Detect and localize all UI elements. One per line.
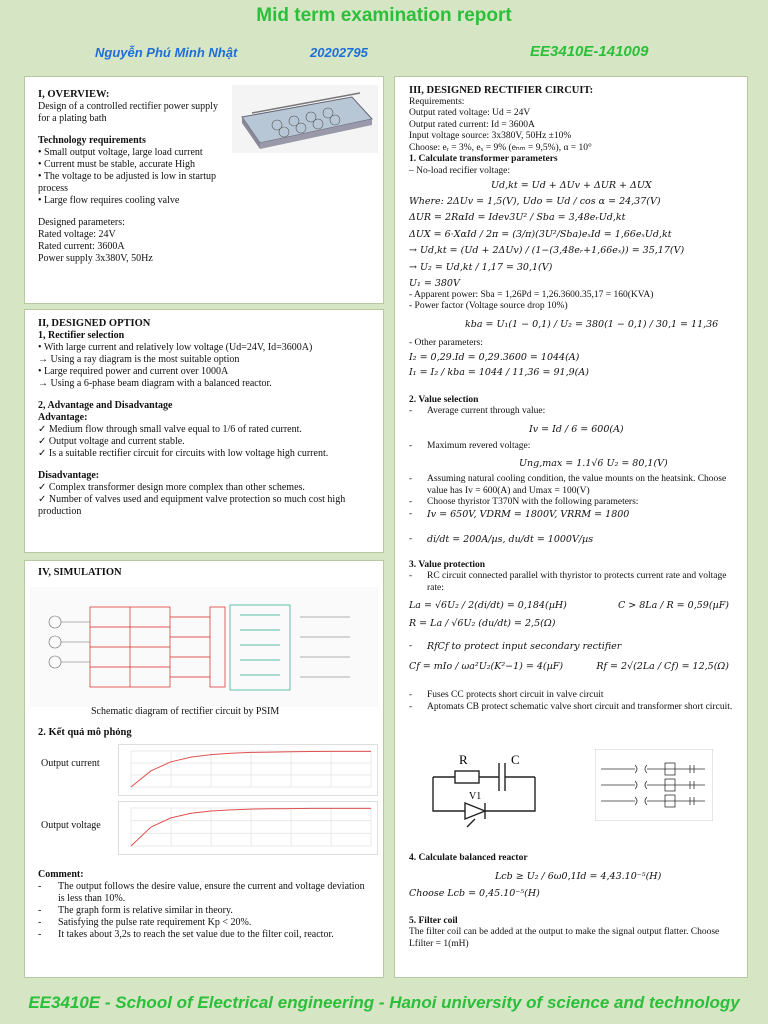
- tech-item: • Current must be stable, accurate High: [38, 159, 196, 170]
- overview-intro: Design of a controlled rectifier power supply for a plating bath: [38, 101, 218, 124]
- s3-heading: 3. Value protection: [409, 559, 486, 570]
- output-voltage-chart: [118, 801, 378, 855]
- comment-item: It takes about 3,2s to reach the set value due to the filter coil, reactor.: [58, 929, 334, 940]
- equation: - Apparent power: Sba = 1,26Pd = 1,26.3600.35,17 = 160(KVA): [409, 289, 654, 300]
- secondary-protection-diagram: [595, 749, 713, 821]
- s3-line: Aptomats CB protect schematic valve short circuit and transformer short circuit.: [427, 701, 733, 712]
- req-item: Output rated voltage: Ud = 24V: [409, 108, 531, 118]
- footer-text: EE3410E - School of Electrical engineering - Hanoi university of science and technology: [28, 993, 740, 1012]
- equation: Choose Lcb = 0,45.10⁻⁵(H): [409, 888, 540, 899]
- simulation-heading: IV, SIMULATION: [38, 567, 122, 578]
- s2-heading: 2. Value selection: [409, 394, 479, 405]
- rect-line: → Using a 6-phase beam diagram with a balanced reactor.: [38, 378, 272, 389]
- s3-line: RfCf to protect input secondary rectifier: [427, 641, 622, 652]
- s3-line: RC circuit connected parallel with thyristor to protects current rate and voltage rate:: [427, 571, 727, 593]
- comment-item: The output follows the desire value, ensure the current and voltage deviation is less than 10%.: [58, 881, 365, 904]
- designed-option-panel: [24, 309, 384, 553]
- equation: → Ud,kt = (Ud + 2ΔUv) / (1−(3,48eᵣ+1,66eₓ)) = 35,17(V): [409, 245, 685, 256]
- disadvantage-item: ✓ Complex transformer design more complex than other schemes.: [38, 482, 305, 493]
- s5-heading: 5. Filter coil: [409, 915, 458, 926]
- s2-line: Maximum revered voltage:: [427, 441, 531, 451]
- output-current-label: Output current: [41, 758, 100, 769]
- disadvantage-item: ✓ Number of valves used and equipment valve protection so much cost high production: [38, 494, 346, 517]
- circuit-heading: III, DESIGNED RECTIFIER CIRCUIT:: [409, 85, 594, 96]
- tech-heading: Technology requirements: [38, 135, 146, 146]
- s2-line: di/dt = 200A/µs, du/dt = 1000V/µs: [427, 534, 594, 545]
- advantage-item: ✓ Medium flow through small valve equal to 1/6 of rated current.: [38, 424, 302, 435]
- rect-line: • Large required power and current over 1000A: [38, 366, 229, 377]
- equation: kba = U₁(1 − 0,1) / U₂ = 380(1 − 0,1) / 30,1 = 11,36: [465, 318, 719, 330]
- rectifier-circuit-panel: III, DESIGNED RECTIFIER CIRCUIT: Requirements: Output rated voltage: Ud = 24V Output rated current: Id = 3600A Input voltage source: 3x380V, 50Hz ±10% Choose: eᵣ = 3%, eₓ = 9% (eₙₘ = 9,5%), α = 10° 1. Calculate transformer parameters – No-load recifier voltage: Ud,kt = Ud + ΔUv + ΔUR + ΔUX Where: 2ΔUv = 1,5(V), Udo = Ud / cos α = 24,37(V) ΔUR = 2RαId = Idev3U² / Sba = 3,48eᵣUd,kt ΔUX = 6·XαId / 2π = (3/π)(3U²/Sba)eₓId = 1,66eₓUd,kt → Ud,kt = (Ud + 2ΔUv) / (1−(3,48eᵣ+1,66eₓ)) = 35,17(V) → U₂ = Ud,kt / 1,17 = 30,1(V) U₁ = 380V - Apparent power: Sba = 1,26Pd = 1,26.3600.35,17 = 160(KVA) - Power factor (Voltage source drop 10%) kba = U₁(1 − 0,1) / U₂ = 380(1 − 0,1) / 30,1 = 11,36 - Other parameters: I₂ = 0,29.Id = 0,29.3600 = 1044(A) I₁ = I₂ / kba = 1044 / 11,36 = 91,9(A) 2. Value selection - Average current through value: Iv = Id / 6 = 600(A) - Maximum revered voltage: Ung,max = 1.1√6 U₂ = 80,1(V) - Assuming natural cooling condition, the value mounts on the heatsink. Choose value has Iv = 600(A) and Umax = 100(V) - Choose thyristor T370N with the following parameters: - Iv = 650V, VDRM = 1800V, VRRM = 1800 - di/dt = 200A/µs, du/dt = 1000V/µs 3. Value protection - RC circuit connected parallel with thyristor to protects current rate and voltage rate: La = √6U₂ / 2(di/dt) = 0,184(µH) C > 8La / R = 0,59(µF) R = La / √6U₂ (du/dt) = 2,5(Ω) - RfCf to protect input secondary rectifier Cf = mIo / ωa²U₂(K²−1) = 4(µF) Rf = 2√(2La / Cf) = 12,5(Ω) - Fuses CC protects short circuit in valve circuit - Aptomats CB protect schematic valve short circuit and transformer short circuit. R C V1 4. Calculate balanced reactor Lcb ≥ U₂ / 6ω0,1Id = 4,43.10⁻⁵(H) Choose Lcb = 0,45.10⁻⁵(H) 5. Filter coil The filter coil can be added at the output to make the signal output flatter. Choose Lfilter = 1(mH): [394, 76, 748, 978]
- s2-line: Average current through value:: [427, 406, 546, 416]
- rc-snubber-diagram: [425, 749, 545, 833]
- overview-panel: [24, 76, 384, 304]
- equation: R = La / √6U₂ (du/dt) = 2,5(Ω): [409, 617, 556, 629]
- report-title: Mid term examination report: [256, 5, 512, 26]
- equation: Lcb ≥ U₂ / 6ω0,1Id = 4,43.10⁻⁵(H): [495, 870, 662, 882]
- rc-label-r: R: [459, 752, 468, 767]
- param-item: Power supply 3x380V, 50Hz: [38, 253, 153, 264]
- comment-item: The graph form is relative similar in theory.: [58, 905, 233, 916]
- rect-line: • With large current and relatively low voltage (Ud=24V, Id=3600A): [38, 342, 313, 353]
- s2-line: Iv = 650V, VDRM = 1800V, VRRM = 1800: [427, 508, 630, 520]
- disadv-label: Disadvantage:: [38, 470, 100, 481]
- equation: Cf = mIo / ωa²U₂(K²−1) = 4(µF): [409, 660, 564, 672]
- plating-bath-image: [232, 85, 378, 153]
- s5-text: The filter coil can be added at the output to make the signal output flatter. Choose Lfilter = 1(mH): [409, 927, 720, 949]
- simulation-panel: IV, SIMULATION Schematic diagram of rectifier circuit by PSIM 2. Kết quả mô phỏng Output current Output voltage Comment: - The output follows the desire value, ensure the current and voltage deviation is less than 10%. - The graph form is relative similar in theory. - Satisfying the pulse rate requirement Kp < 20%. - It takes about 3,2s to reach the set value due to the filter coil, reactor.: [24, 560, 384, 978]
- param-item: Rated voltage: 24V: [38, 229, 116, 240]
- equation: - Power factor (Voltage source drop 10%): [409, 301, 568, 311]
- equation: I₁ = I₂ / kba = 1044 / 11,36 = 91,9(A): [409, 367, 589, 378]
- adv-heading: 2, Advantage and Disadvantage: [38, 400, 173, 411]
- equation: I₂ = 0,29.Id = 0,29.3600 = 1044(A): [409, 351, 580, 363]
- overview-heading: I, OVERVIEW:: [38, 89, 110, 100]
- output-current-chart: [118, 744, 378, 796]
- comment-label: Comment:: [38, 869, 84, 880]
- equation: Ud,kt = Ud + ΔUv + ΔUR + ΔUX: [491, 180, 652, 191]
- s1-sub: – No-load recifier voltage:: [409, 165, 511, 176]
- rect-line: → Using a ray diagram is the most suitable option: [38, 354, 240, 365]
- equation: U₁ = 380V: [409, 278, 460, 289]
- equation: - Other parameters:: [409, 338, 483, 348]
- advantage-item: ✓ Output voltage and current stable.: [38, 436, 185, 447]
- rectifier-heading: 1, Rectifier selection: [38, 330, 125, 341]
- req-item: Input voltage source: 3x380V, 50Hz ±10%: [409, 131, 572, 141]
- req-label: Requirements:: [409, 96, 465, 107]
- equation: ΔUX = 6·XαId / 2π = (3/π)(3U²/Sba)eₓId = 1,66eₓUd,kt: [409, 228, 672, 240]
- rc-label-v: V1: [469, 791, 482, 802]
- req-item: Choose: eᵣ = 3%, eₓ = 9% (eₙₘ = 9,5%), α = 10°: [409, 142, 592, 153]
- option-heading: II, DESIGNED OPTION: [38, 318, 151, 329]
- params-heading: Designed parameters:: [38, 217, 125, 228]
- equation: Rf = 2√(2La / Cf) = 12,5(Ω): [596, 660, 729, 672]
- schematic-caption: Schematic diagram of rectifier circuit by PSIM: [91, 706, 280, 717]
- adv-label: Advantage:: [38, 412, 88, 423]
- equation: → U₂ = Ud,kt / 1,17 = 30,1(V): [409, 261, 553, 273]
- equation: C > 8La / R = 0,59(µF): [617, 600, 729, 611]
- tech-item: • Large flow requires cooling valve: [38, 195, 180, 206]
- s2-line: Choose thyristor T370N with the following parameters:: [427, 497, 639, 507]
- tech-item: • The voltage to be adjusted is low in startup process: [38, 171, 217, 194]
- student-id: 20202795: [310, 45, 368, 60]
- s4-heading: 4. Calculate balanced reactor: [409, 853, 528, 863]
- output-voltage-label: Output voltage: [41, 820, 101, 831]
- comment-item: Satisfying the pulse rate requirement Kp < 20%.: [58, 917, 252, 928]
- equation: ΔUR = 2RαId = Idev3U² / Sba = 3,48eᵣUd,kt: [409, 212, 626, 223]
- rc-label-c: C: [511, 752, 520, 767]
- course-code: EE3410E-141009: [530, 43, 649, 60]
- result-heading: 2. Kết quả mô phỏng: [38, 727, 132, 738]
- s3-line: Fuses CC protects short circuit in valve circuit: [427, 690, 604, 700]
- param-item: Rated current: 3600A: [38, 241, 125, 252]
- equation: La = √6U₂ / 2(di/dt) = 0,184(µH): [409, 600, 567, 611]
- psim-schematic-image: [30, 587, 378, 707]
- equation: Ung,max = 1.1√6 U₂ = 80,1(V): [519, 457, 668, 469]
- equation: Where: 2ΔUv = 1,5(V), Udo = Ud / cos α = 24,37(V): [409, 195, 661, 207]
- req-item: Output rated current: Id = 3600A: [409, 119, 535, 130]
- tech-item: • Small output voltage, large load current: [38, 147, 203, 158]
- advantage-item: ✓ Is a suitable rectifier circuit for circuits with low voltage high current.: [38, 448, 329, 459]
- equation: Iv = Id / 6 = 600(A): [529, 423, 624, 435]
- author-name: Nguyễn Phú Minh Nhật: [95, 45, 238, 60]
- s1-heading: 1. Calculate transformer parameters: [409, 154, 558, 164]
- s2-line: Assuming natural cooling condition, the value mounts on the heatsink. Choose value has Iv = 600(A) and Umax = 100(V): [427, 474, 727, 496]
